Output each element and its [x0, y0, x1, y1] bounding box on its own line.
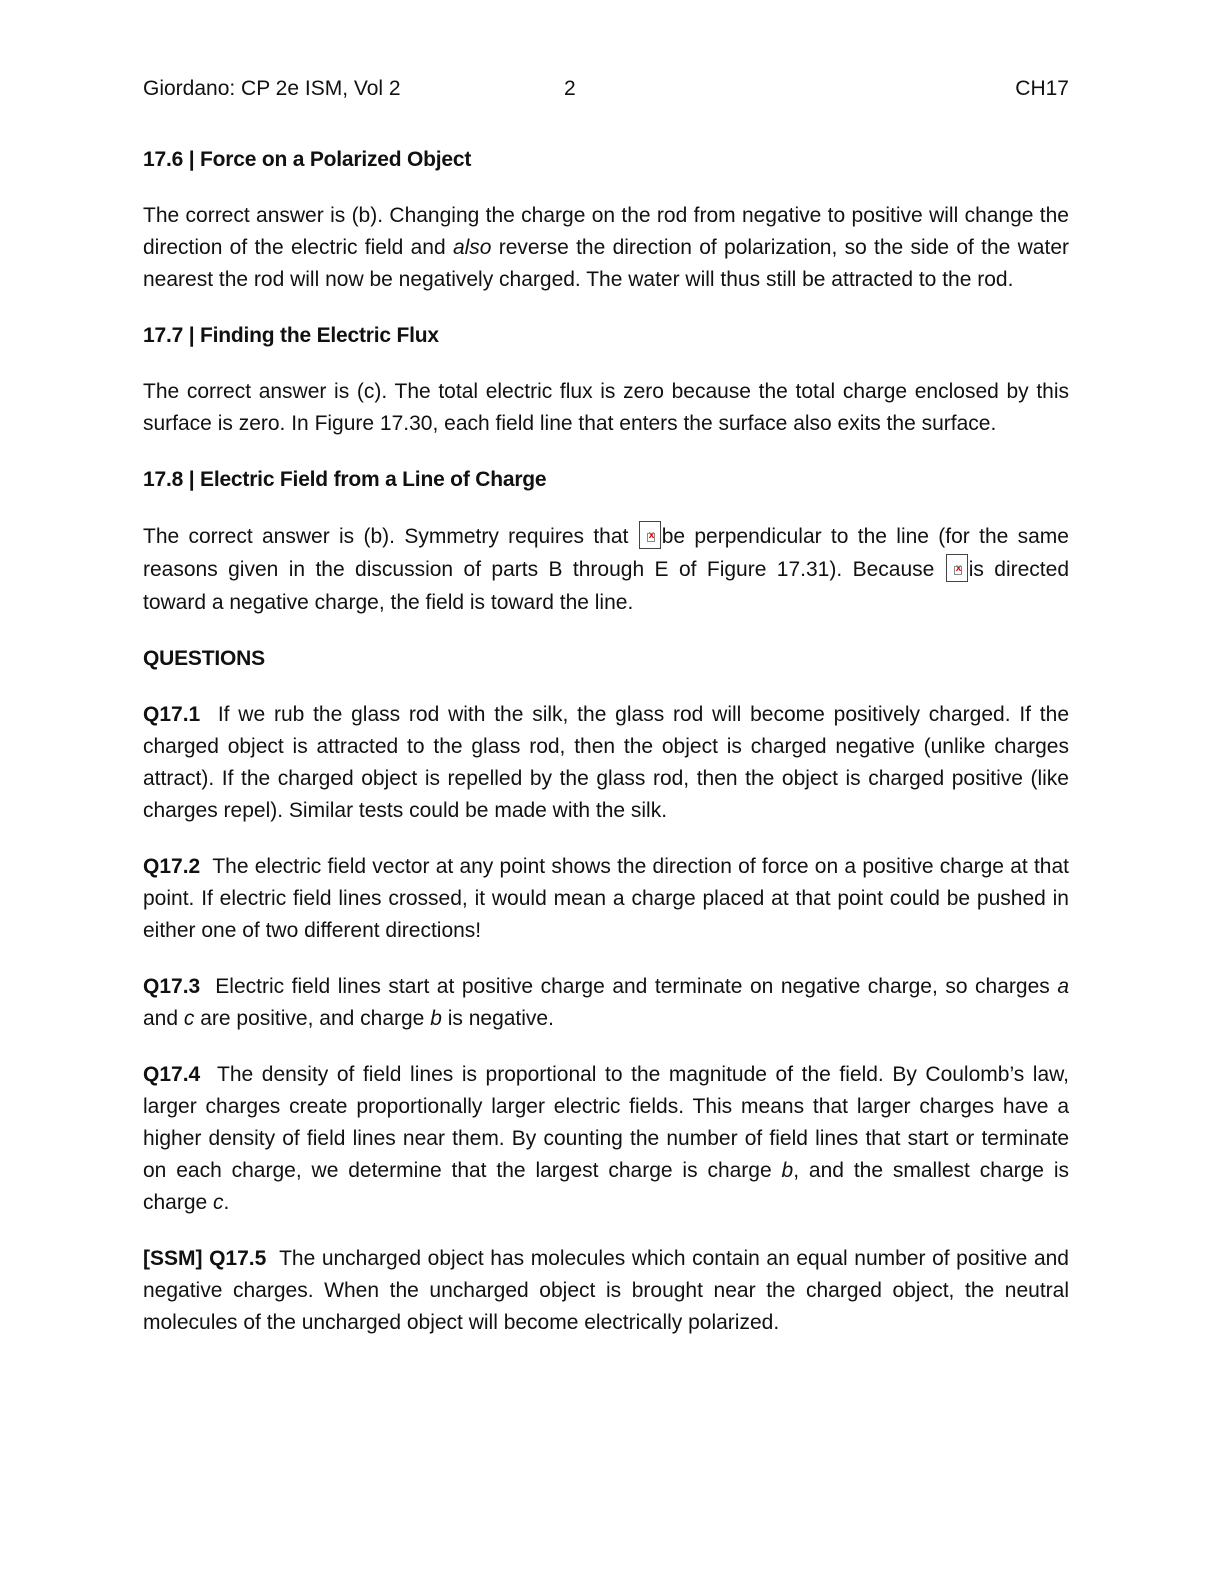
questions-heading: QUESTIONS [143, 647, 265, 670]
body-text: is directed toward a negative charge, the field is toward the line. [143, 558, 1069, 614]
question-text: The uncharged object has molecules which contain an equal number of positive and negative charges. When the uncharged object is brought near the charged object, the neutral molecules of the uncharged object will become electrically polarized. [143, 1247, 1069, 1334]
charge-label: b [781, 1159, 794, 1182]
section-17-8-body [143, 520, 1069, 619]
question-label: Q17.2 [143, 855, 201, 878]
broken-image-icon: x [639, 521, 661, 549]
question-text: The density of field lines is proportional to the magnitude of the field. By Coulomb’s law, larger charges create proportionally larger electric fields. This means that larger charges have a higher density of field lines near them. By counting the number of field lines that start or terminate on each charge, we determine that the largest charge is charge [143, 1063, 1069, 1182]
document-page [143, 74, 1069, 1339]
charge-label: c [213, 1191, 224, 1214]
header-book-title: Giordano: CP 2e ISM, Vol 2 [143, 77, 401, 100]
section-17-6-body [143, 200, 1069, 296]
question-q17-4 [143, 1059, 1069, 1219]
question-text: is negative. [441, 1007, 554, 1030]
section-17-7-body: The correct answer is (c). The total electric flux is zero because the total charge enclosed by this surface is zero. In Figure 17.30, each field line that enters the surface also exits the surface. [143, 380, 1069, 435]
broken-image-icon: x [946, 554, 968, 582]
body-text: The correct answer is (b). Symmetry requires that [143, 525, 638, 548]
charge-label: a [1057, 975, 1069, 998]
question-q17-5 [143, 1243, 1069, 1339]
question-text: are positive, and charge [194, 1007, 431, 1030]
question-text: If we rub the glass rod with the silk, the glass rod will become positively charged. If the charged object is attracted to the glass rod, then the object is charged negative (unlike charges attract). If the charged object is repelled by the glass rod, then the object is charged positive (like charges repel). Similar tests could be made with the silk. [143, 703, 1070, 822]
question-label: Q17.1 [143, 703, 201, 726]
question-text: , and the smallest charge is charge [143, 1159, 1069, 1214]
question-q17-1 [143, 699, 1069, 827]
question-label: Q17.3 [143, 975, 201, 998]
body-text: reverse the direction of polarization, so the side of the water nearest the rod will now be negatively charged. The water will thus still be attracted to the rod. [143, 236, 1069, 291]
body-text: The correct answer is (b). Changing the charge on the rod from negative to positive will change the direction of the electric field and [143, 204, 1069, 259]
charge-label: b [430, 1007, 442, 1030]
question-label: Q17.4 [143, 1063, 201, 1086]
question-text: The electric field vector at any point shows the direction of force on a positive charge at that point. If electric field lines crossed, it would mean a charge placed at that point could be pushed in either one of two different directions! [143, 855, 1069, 942]
charge-label: c [183, 1007, 195, 1030]
page-header [143, 74, 1069, 104]
question-q17-3 [143, 971, 1069, 1035]
question-label: [SSM] Q17.5 [143, 1247, 267, 1270]
section-title-17-6: 17.6 | Force on a Polarized Object [143, 148, 472, 171]
header-page-number: 2 [564, 77, 576, 100]
section-title-17-8: 17.8 | Electric Field from a Line of Charge [143, 468, 547, 491]
header-chapter: CH17 [1015, 77, 1069, 100]
question-text: Electric field lines start at positive charge and terminate on negative charge, so charges [215, 975, 1058, 998]
question-text: . [223, 1191, 230, 1214]
emphasis-text: also [452, 236, 492, 259]
body-text: be perpendicular to the line (for the same reasons given in the discussion of parts B through E of Figure 17.31). Because [143, 525, 1069, 581]
section-title-17-7: 17.7 | Finding the Electric Flux [143, 324, 439, 347]
question-text: and [143, 1007, 184, 1030]
question-q17-2 [143, 851, 1069, 947]
